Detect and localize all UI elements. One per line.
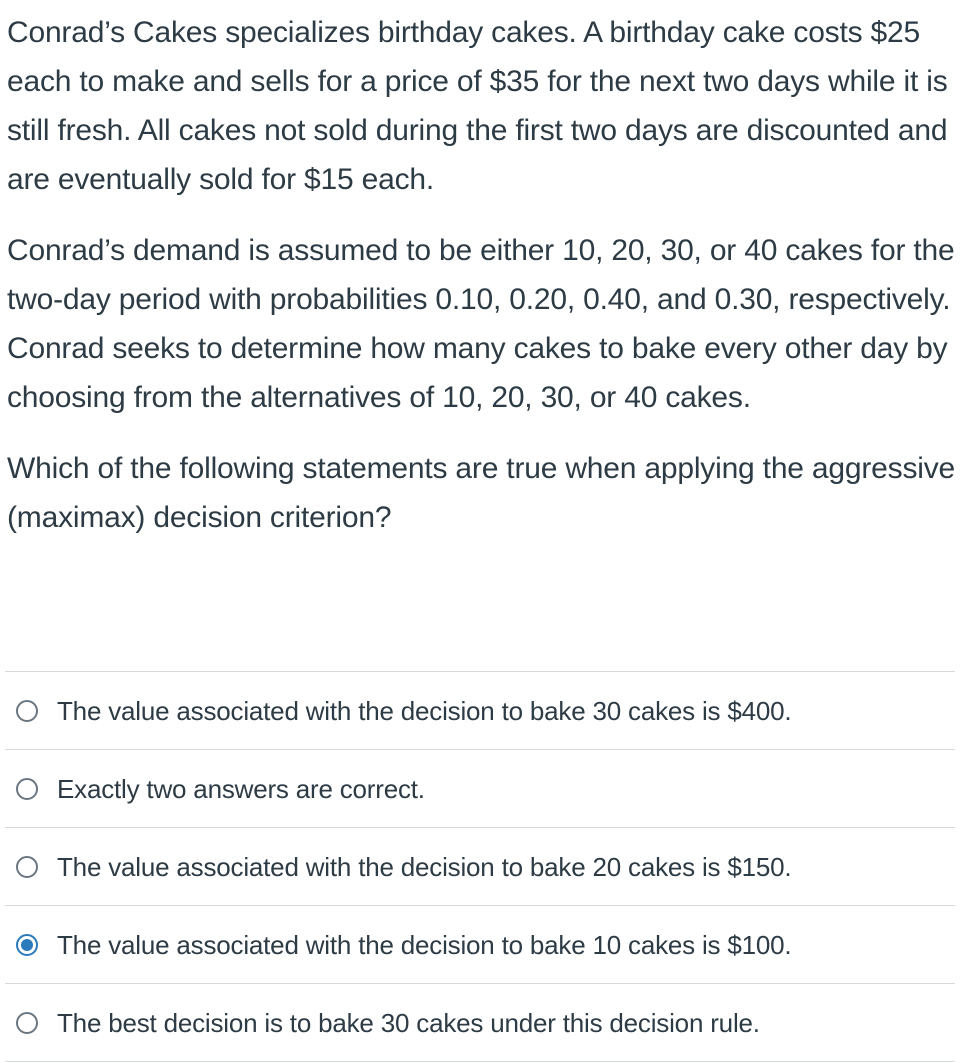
answer-option-5[interactable] — [5, 984, 955, 1062]
answer-label[interactable]: The value associated with the decision to bake 30 cakes is $400. — [57, 695, 792, 726]
radio-button-selected[interactable] — [16, 934, 38, 956]
answer-label[interactable]: The best decision is to bake 30 cakes under this decision rule. — [57, 1007, 760, 1038]
answer-option-3[interactable] — [5, 828, 955, 906]
answer-option-2[interactable] — [5, 750, 955, 828]
answer-label[interactable]: Exactly two answers are correct. — [57, 773, 425, 804]
radio-button[interactable] — [16, 700, 38, 722]
answer-label[interactable]: The value associated with the decision to bake 20 cakes is $150. — [57, 851, 792, 882]
question-paragraph-3: Which of the following statements are true when applying the aggressive (maximax) decision criterion? — [7, 452, 955, 534]
question-text — [7, 8, 967, 564]
answer-label[interactable]: The value associated with the decision to bake 10 cakes is $100. — [57, 929, 792, 960]
answer-option-4[interactable] — [5, 906, 955, 984]
answer-list — [5, 671, 955, 1062]
question-paragraph-1: Conrad’s Cakes specializes birthday cakes. A birthday cake costs $25 each to make and sells for a price of $35 for the next two days while it is still fresh. All cakes not sold during the first two days are discounted and are eventually sold for $15 each. — [7, 16, 948, 196]
radio-button[interactable] — [16, 856, 38, 878]
radio-button[interactable] — [16, 778, 38, 800]
radio-button[interactable] — [16, 1012, 38, 1034]
question-paragraph-2: Conrad’s demand is assumed to be either 10, 20, 30, or 40 cakes for the two-day period with probabilities 0.10, 0.20, 0.40, and 0.30, respectively. Conrad seeks to determine how many cakes to bake every other day by choosing from the alternatives of 10, 20, 30, or 40 cakes. — [7, 234, 955, 414]
answer-option-1[interactable] — [5, 672, 955, 750]
